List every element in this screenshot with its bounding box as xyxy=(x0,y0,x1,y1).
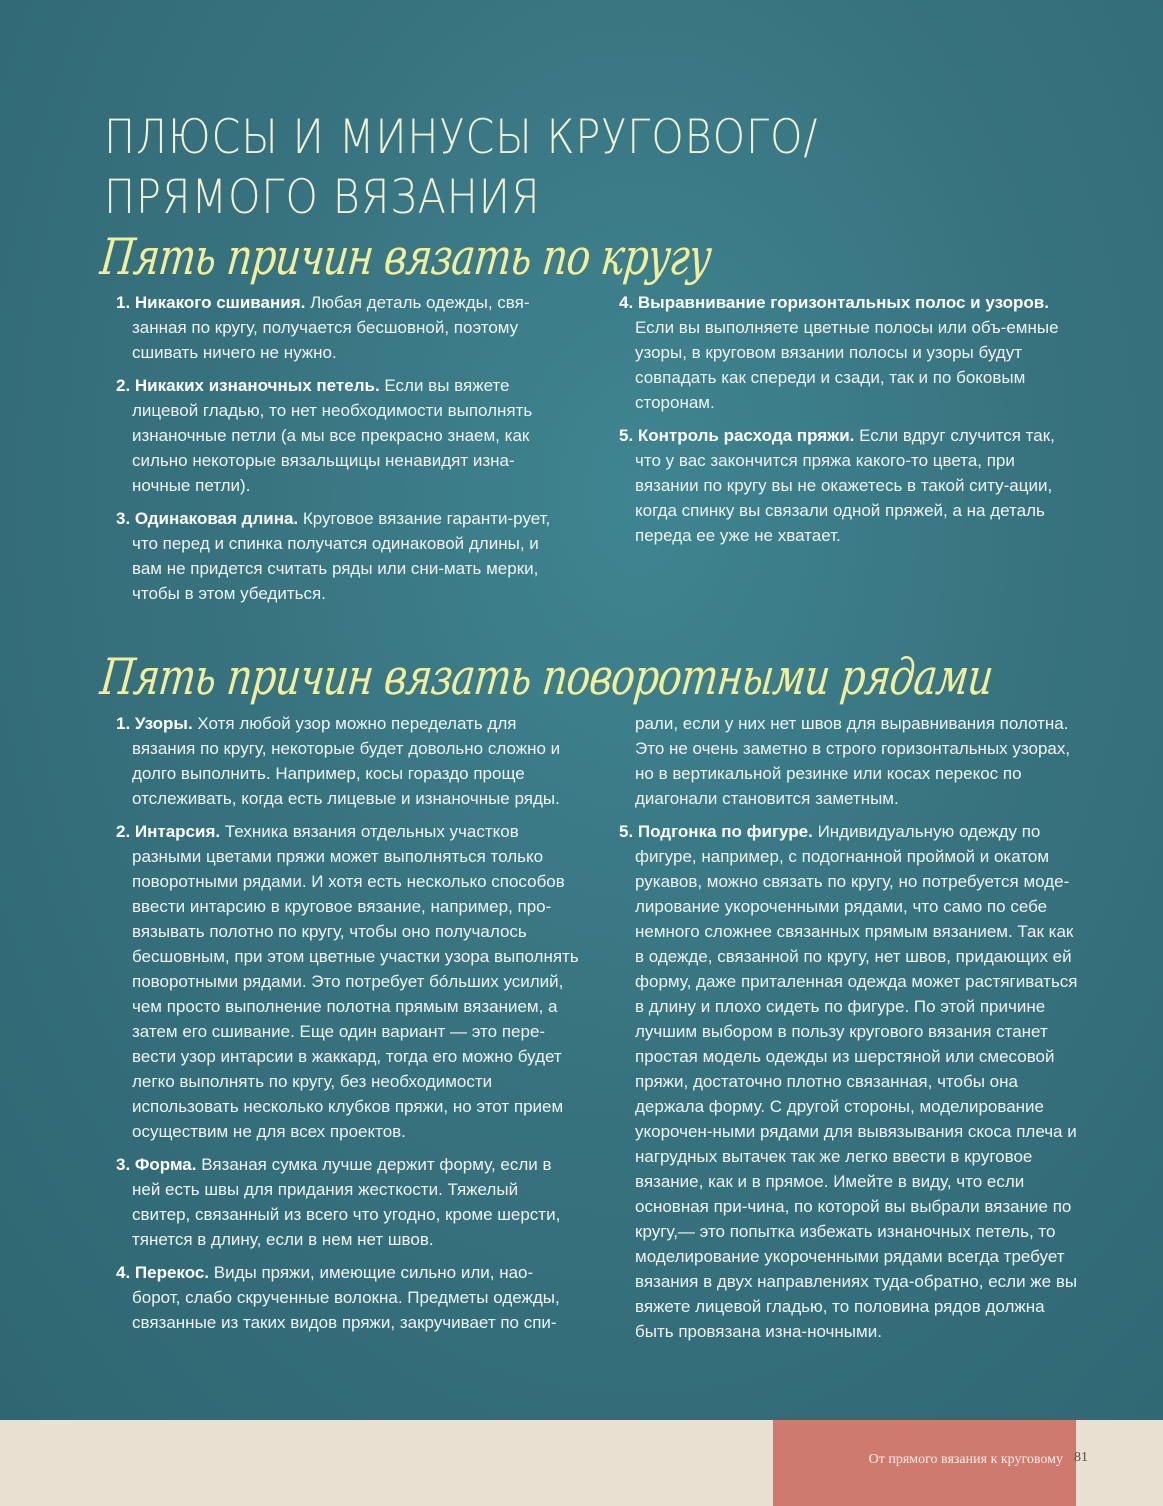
section1-column-right xyxy=(605,290,1083,556)
page-number: 81 xyxy=(1074,1450,1088,1465)
list-item-continuation: рали, если у них нет швов для выравнивания полотна. Это не очень заметно в строго горизонтальных узорах, но в вертикальной резинке или косах перекос по диагонали становится заметным. xyxy=(635,714,1071,808)
page-title: ПЛЮСЫ И МИНУСЫ КРУГОВОГО/ПРЯМОГО ВЯЗАНИЯ xyxy=(104,110,819,225)
list-item: 5. Подгонка по фигуре. Индивидуальную одежду по фигуре, например, с подогнанной проймой и окатом рукавов, можно связать по кругу, но потребуется моде-лирование укороченными рядами, что само по себе немного сложнее связанных прямым вязанием. Так как в одежде, связанной по кругу, нет швов, придающих ей форму, даже приталенная одежда может растягиваться в длину и плохо сидеть по фигуре. По этой причине лучшим выбором в пользу кругового вязания станет простая модель одежды из шерстяной или смесовой пряжи, достаточно плотно связанная, чтобы она держала форму. С другой стороны, моделирование укорочен-ными рядами для вывязывания скоса плеча и нагрудных вытачек так же легко ввести в круговое вязание, как и в прямое. Имейте в виду, что если основная при-чина, по которой вы выбрали вязание по кругу,— это попытка избежать изнаночных петель, то моделирование укороченными рядами всегда требует вязания в двух направлениях туда-обратно, если же вы вяжете лицевой гладью, то половина рядов должна быть провязана изна-ночными. xyxy=(619,822,1078,1341)
section1-heading: Пять причин вязать по кругу xyxy=(97,228,714,286)
section1-column-left xyxy=(102,290,564,614)
section2-column-left xyxy=(102,711,580,1343)
list-item: 2. Интарсия. Техника вязания отдельных участков разными цветами пряжи может выполняться только поворотными рядами. И хотя есть несколько способов ввести интарсию в круговое вязание, например, про-вязывать полотно по кругу, чтобы оно получалось бесшовным, при этом цветные участки узора выполнять поворотными рядами. Это потребует бóльших усилий, чем просто выполнение полотна прямым вязанием, а затем его сшивание. Еще один вариант — это пере-вести узор интарсии в жаккард, тогда его можно будет легко выполнять по кругу, без необходимости использовать несколько клубков пряжи, но этот прием осуществим не для всех проектов. xyxy=(116,822,579,1141)
list-item: 4. Перекос. Виды пряжи, имеющие сильно или, нао-борот, слабо скрученные волокна. Предметы одежды, связанные из таких видов пряжи, закручивает по спи- xyxy=(116,1263,560,1332)
footer-chapter-title: От прямого вязания к круговому xyxy=(868,1452,1063,1467)
list-item: 3. Форма. Вязаная сумка лучше держит форму, если в ней есть швы для придания жесткости. Тяжелый свитер, связанный из всего что угодно, кроме шерсти, тянется в длину, если в нем нет швов. xyxy=(116,1155,561,1249)
list-item: 1. Узоры. Хотя любой узор можно переделать для вязания по кругу, некоторые будет довольно сложно и долго выполнить. Например, косы гораздо проще отслеживать, когда есть лицевые и изнаночные ряды. xyxy=(116,714,561,808)
list-item: 1. Никакого сшивания. Любая деталь одежды, свя-занная по кругу, получается бесшовной, поэтому сшивать ничего не нужно. xyxy=(116,293,530,362)
list-item: 3. Одинаковая длина. Круговое вязание гаранти-рует, что перед и спинка получатся одинаковой длины, и вам не придется считать ряды или сни-мать мерки, чтобы в этом убедиться. xyxy=(116,509,551,603)
list-item: 4. Выравнивание горизонтальных полос и узоров. Если вы выполняете цветные полосы или объ-емные узоры, в круговом вязании полосы и узоры будут совпадать как спереди и сзади, так и по боковым сторонам. xyxy=(619,293,1059,412)
list-item: 2. Никаких изнаночных петель. Если вы вяжете лицевой гладью, то нет необходимости выполнять изнаночные петли (а мы все прекрасно знаем, как сильно некоторые вязальщицы ненавидят изна-ночные петли). xyxy=(116,376,533,495)
section2-heading: Пять причин вязать поворотными рядами xyxy=(97,648,996,706)
list-item: 5. Контроль расхода пряжи. Если вдруг случится так, что у вас закончится пряжа какого-то цвета, при вязании по кругу вы не окажетесь в такой ситу-ации, когда спинку вы связали одной пряжей, а на деталь переда ее уже не хватает. xyxy=(619,426,1055,545)
section2-column-right xyxy=(605,711,1083,1352)
